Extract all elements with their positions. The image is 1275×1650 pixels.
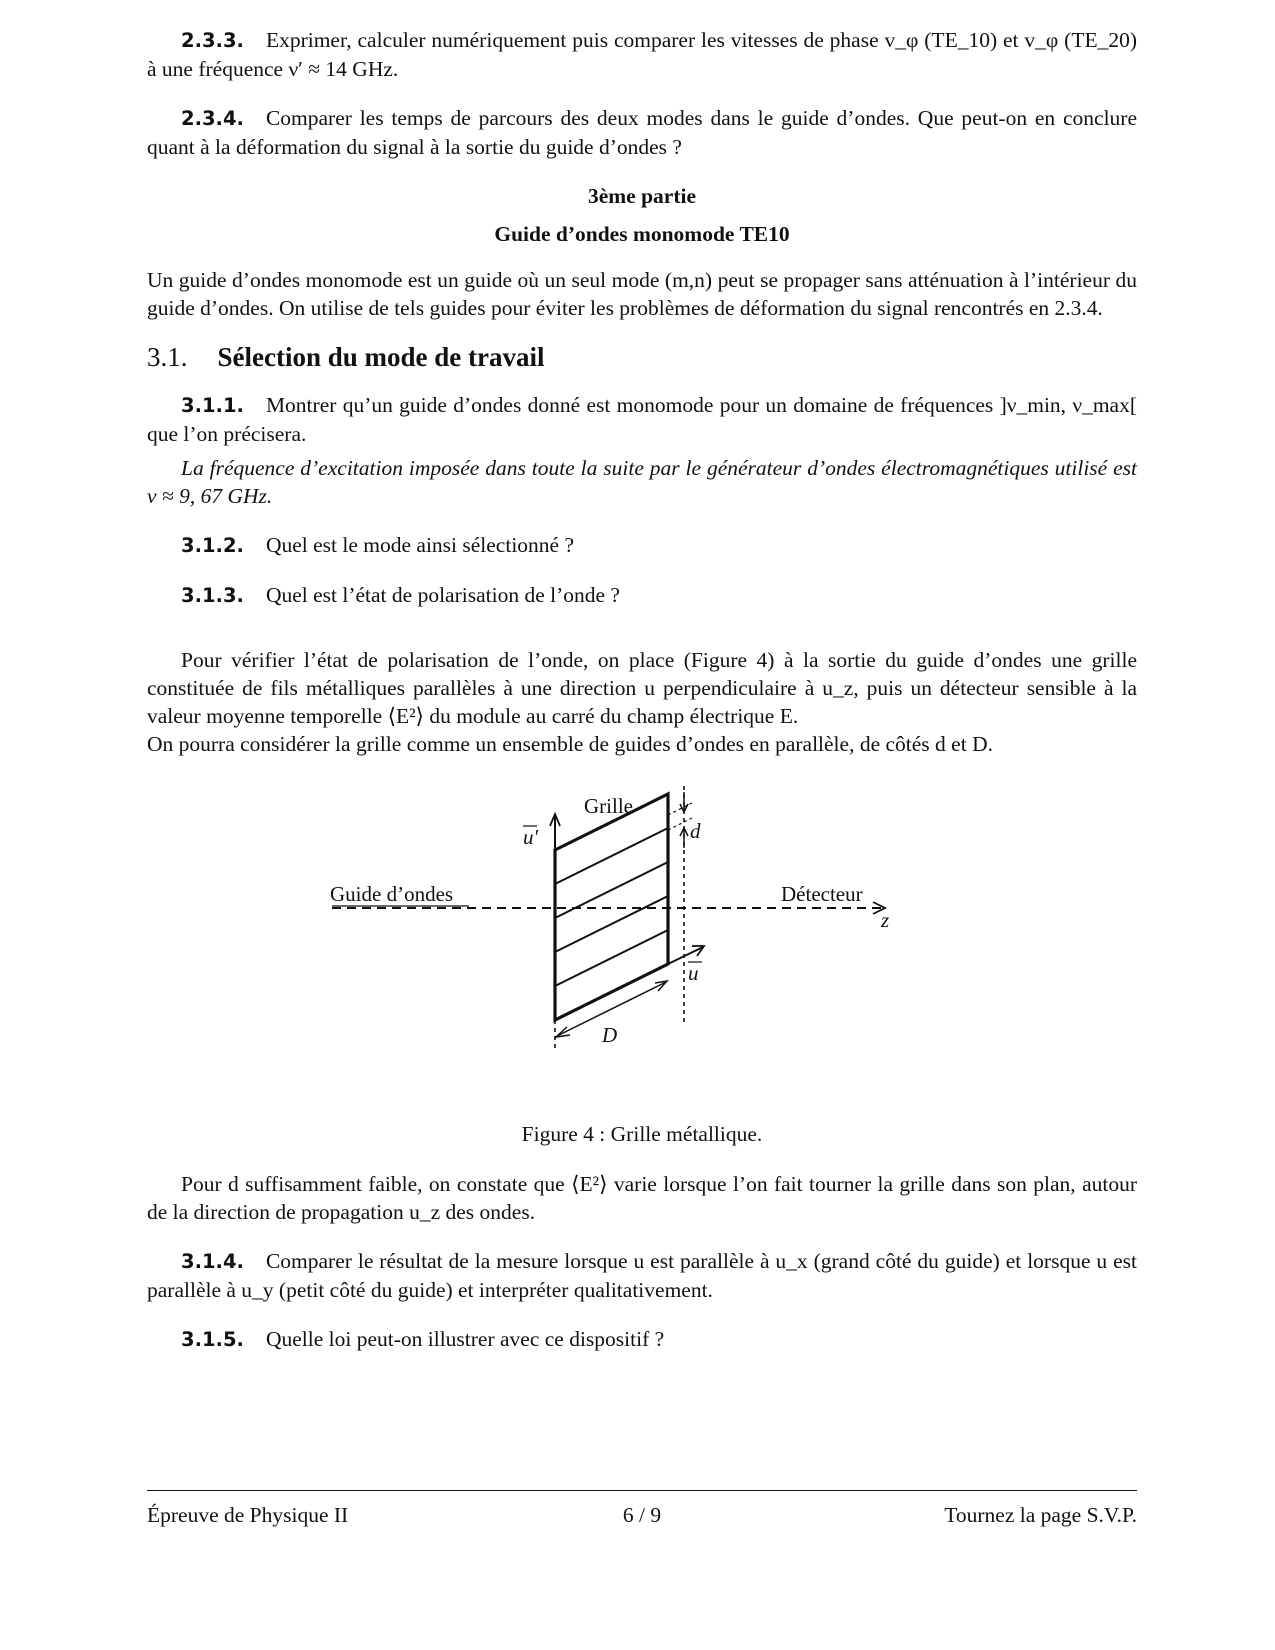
question-number: 3.1.5. (181, 1328, 244, 1351)
question-number: 3.1.3. (181, 584, 244, 607)
part-subtitle: Guide d’ondes monomode TE10 (494, 222, 790, 246)
question-text: Montrer qu’un guide d’ondes donné est monomode pour un domaine de fréquences ]ν_min, ν_max[ que l’on précisera. (147, 393, 1137, 446)
question-text: Exprimer, calculer numériquement puis comparer les vitesses de phase v_φ (TE_10) et v_φ (TE_20) à une fréquence ν′ ≈ 14 GHz. (147, 28, 1137, 81)
polarisation-paragraph: Pour vérifier l’état de polarisation de l’onde, on place (Figure 4) à la sortie du guide d’ondes une grille constituée de fils métalliques parallèles à une direction u perpendiculaire à u_z, puis un détecteur sensible à la valeur moyenne temporelle ⟨E²⟩ du module au carré du champ électrique E. (147, 648, 1137, 728)
question-3-1-2 (147, 531, 1137, 560)
page-footer (147, 1490, 1137, 1527)
grid-model-paragraph: On pourra considérer la grille comme un ensemble de guides d’ondes en parallèle, de côtés d et D. (147, 732, 993, 756)
frequency-note: La fréquence d’excitation imposée dans toute la suite par le générateur d’ondes électromagnétiques utilisé est ν ≈ 9, 67 GHz. (147, 456, 1137, 508)
guide-label: Guide d’ondes (330, 882, 454, 906)
grid-diagram (147, 778, 1137, 1098)
part-title: 3ème partie (587, 184, 697, 208)
question-text: Comparer le résultat de la mesure lorsque u est parallèle à u_x (grand côté du guide) et lorsque u est parallèle à u_y (petit côté du guide) et interpréter qualitativement. (147, 1249, 1137, 1302)
grille-wire (555, 930, 668, 986)
d-label: d (690, 819, 701, 843)
question-3-1-3 (147, 581, 1137, 610)
question-3-1-1 (147, 391, 1137, 448)
question-3-1-5 (147, 1325, 1137, 1354)
question-2-3-3 (147, 26, 1137, 83)
footer-right: Tournez la page S.V.P. (944, 1503, 1137, 1527)
question-number: 3.1.4. (181, 1250, 244, 1273)
section-number: 3.1. (147, 342, 188, 372)
D-arrowhead-left (556, 1027, 570, 1037)
z-label: z (881, 908, 890, 932)
grille-wire (555, 862, 668, 918)
u-label: u (688, 961, 699, 985)
detector-label: Détecteur (781, 882, 863, 906)
footer-left: Épreuve de Physique II (147, 1503, 349, 1527)
question-3-1-4 (147, 1247, 1137, 1304)
question-number: 2.3.3. (181, 29, 244, 52)
D-label: D (602, 1023, 618, 1047)
question-text: Quel est le mode ainsi sélectionné ? (265, 533, 575, 557)
page-content (147, 26, 1137, 1375)
u-prime-label: u′ (523, 825, 539, 849)
observation-paragraph: Pour d suffisamment faible, on constate que ⟨E²⟩ varie lorsque l’on fait tourner la grille dans son plan, autour de la direction de propagation u_z des ondes. (147, 1172, 1137, 1224)
question-text: Comparer les temps de parcours des deux modes dans le guide d’ondes. Que peut-on en conclure quant à la déformation du signal à la sortie du guide d’ondes ? (147, 106, 1137, 159)
question-number: 2.3.4. (181, 107, 244, 130)
figure-4 (147, 778, 1137, 1098)
grille-wire (555, 896, 668, 952)
question-2-3-4 (147, 104, 1137, 161)
section-title: Sélection du mode de travail (217, 342, 545, 372)
grille-label: Grille (584, 794, 633, 818)
question-number: 3.1.2. (181, 534, 244, 557)
grille-wire (555, 828, 668, 884)
intro-paragraph: Un guide d’ondes monomode est un guide où un seul mode (m,n) peut se propager sans atténuation à l’intérieur du guide d’ondes. On utilise de tels guides pour éviter les problèmes de déformation du signal rencontrés en 2.3.4. (147, 268, 1137, 320)
page-number: 6 / 9 (622, 1503, 662, 1527)
question-number: 3.1.1. (181, 394, 244, 417)
question-text: Quel est l’état de polarisation de l’onde ? (265, 583, 620, 607)
d-extension (668, 818, 692, 830)
figure-caption: Figure 4 : Grille métallique. (521, 1122, 763, 1146)
section-heading (147, 343, 1137, 371)
question-text: Quelle loi peut-on illustrer avec ce dispositif ? (265, 1327, 665, 1351)
